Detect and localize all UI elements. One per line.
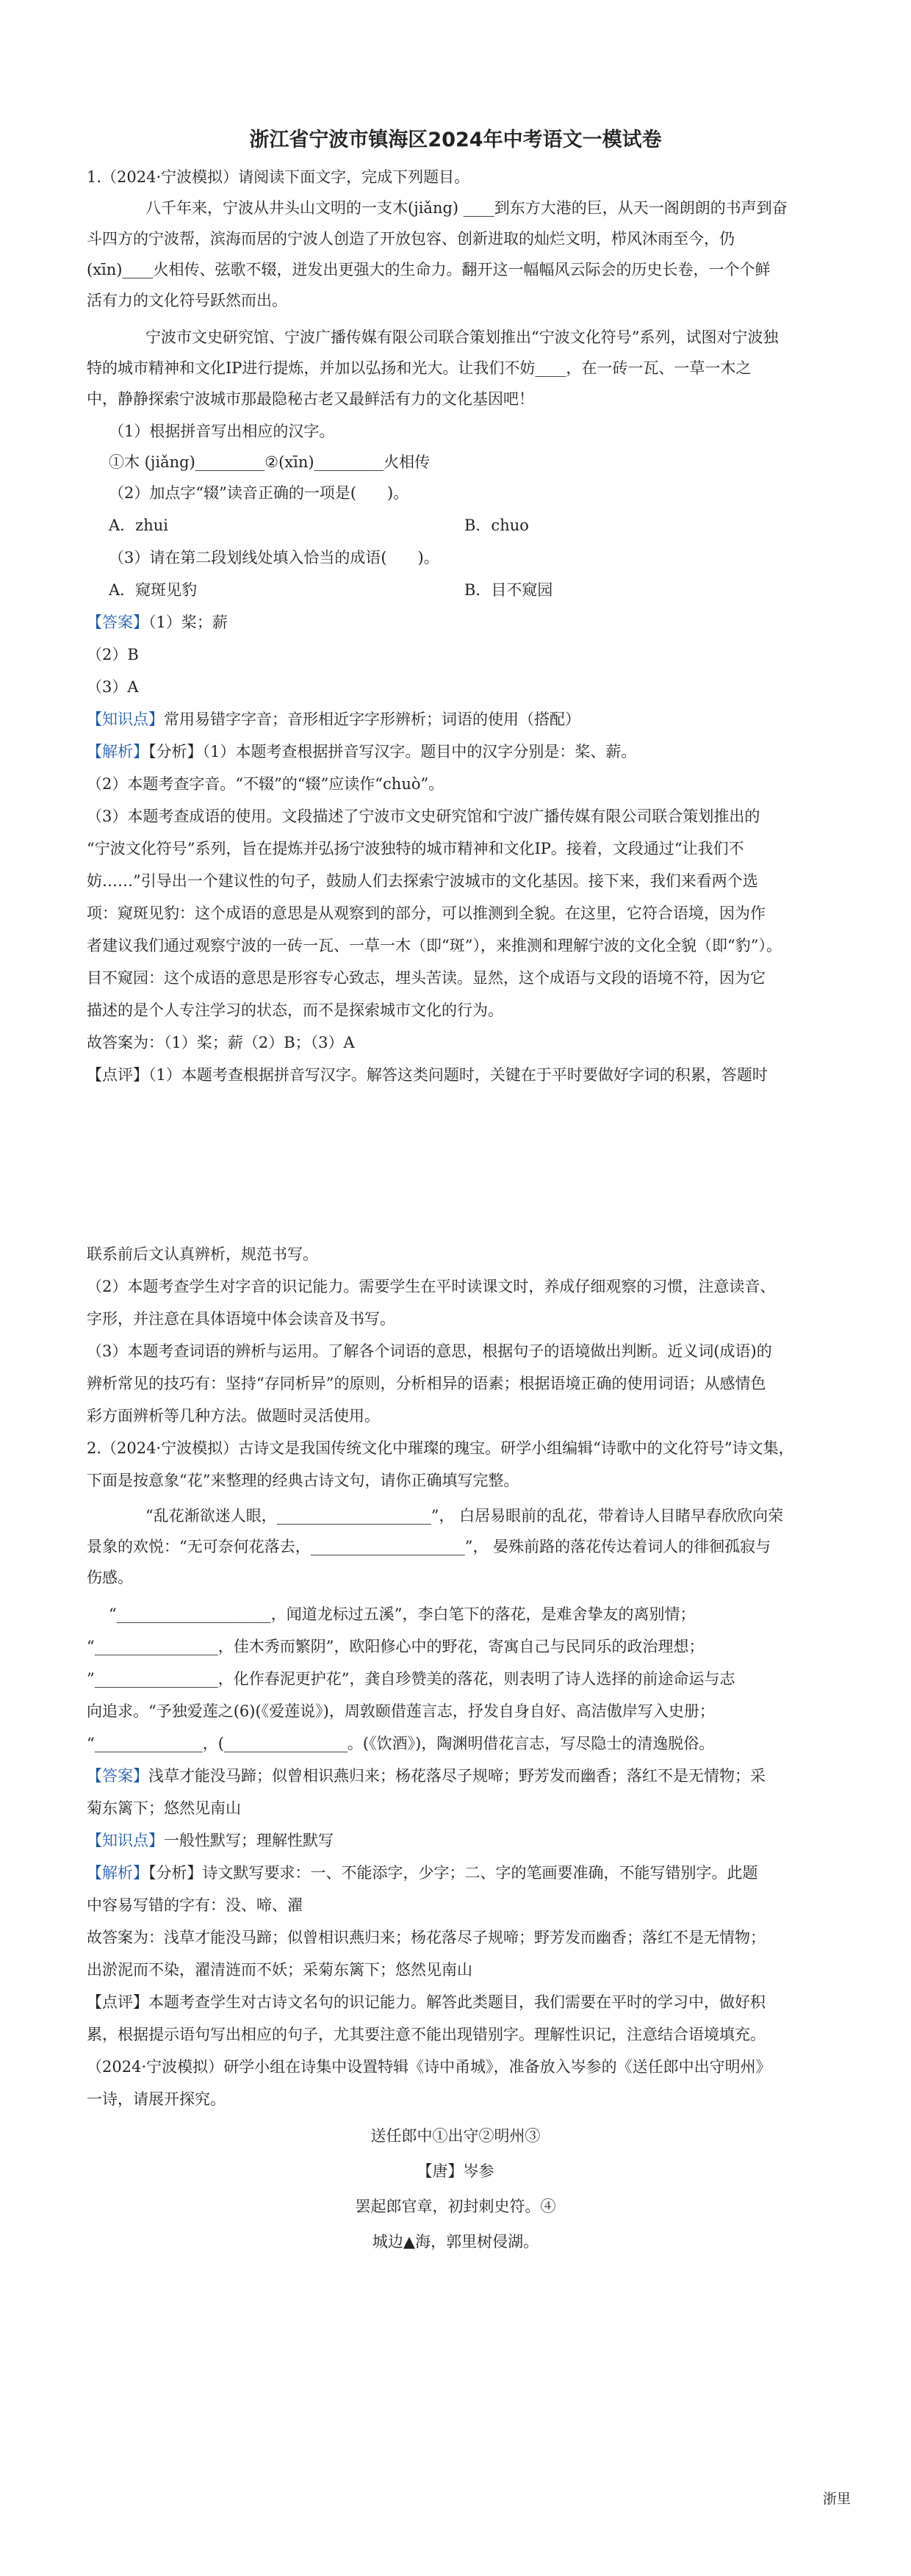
passage-line: 活有力的文化符号跃然而出。 xyxy=(87,292,287,309)
comment-line: 彩方面辨析等几种方法。做题时灵活使用。 xyxy=(87,1407,380,1425)
comment-line: （2）本题考查学生对字音的识记能力。需要学生在平时读课文时，养成仔细观察的习惯，注意读音、 xyxy=(87,1278,776,1295)
analysis-line: （2）本题考查字音。“不辍”的“辍”应读作“chuò”。 xyxy=(87,775,444,793)
comment-tag: 【点评】 xyxy=(87,1993,148,2011)
comment-line: 联系前后文认真辨析，规范书写。 xyxy=(87,1245,318,1263)
passage-line: 八千年来，宁波从井头山文明的一支木(jiǎng) ____到东方大港的巨，从天一阁朗朗的书声到奋 xyxy=(145,199,788,217)
answer-tag: 【答案】 xyxy=(87,1767,148,1785)
analysis-line: （3）本题考查成语的使用。文段描述了宁波市文史研究馆和宁波广播传媒有限公司联合策划推出的 xyxy=(87,807,760,825)
question-3-stem: （2024·宁波模拟）研学小组在诗集中设置特辑《诗中甬城》，准备放入岑参的《送任郎中出守明州》 xyxy=(87,2058,771,2076)
answer-line: 【答案】浅草才能没马蹄；似曾相识燕归来；杨花落尽子规啼；野芳发而幽香；落红不是无情物；采 xyxy=(87,1767,766,1785)
analysis-line: 妨……”引导出一个建议性的句子，鼓励人们去探索宁波城市的文化基因。接下来，我们来看两个选 xyxy=(87,872,758,890)
poem-fill-line: 向追求。“予独爱莲之(6)(《爱莲说》)，周敦颐借莲言志，抒发自身自好、高洁傲岸写入史册； xyxy=(87,1702,715,1720)
passage-line: 宁波市文史研究馆、宁波广播传媒有限公司联合策划推出“宁波文化符号”系列，试图对宁波独 xyxy=(145,328,779,346)
page-title: 浙江省宁波市镇海区2024年中考语文一模试卷 xyxy=(249,129,662,151)
sub-question-1-blanks: ①木 (jiǎng)_________②(xīn)_________火相传 xyxy=(109,453,431,471)
option-b: B．chuo xyxy=(464,517,529,534)
poem-title: 送任郎中①出守②明州③ xyxy=(370,2127,541,2145)
analysis-tag: 【解析】 xyxy=(87,743,148,760)
sub-question-3: （3）请在第二段划线处填入恰当的成语( )。 xyxy=(109,549,439,566)
analysis-line: 故答案为：（1）桨；薪（2）B；（3）A xyxy=(87,1034,355,1051)
question-2-stem: 下面是按意象“花”来整理的经典古诗文句，请你正确填写完整。 xyxy=(87,1472,519,1489)
knowledge-tag: 【知识点】 xyxy=(87,710,164,728)
passage-line: 中，静静探索宁波城市那最隐秘古老又最鲜活有力的文化基因吧！ xyxy=(87,390,534,408)
page-footer: 浙里 xyxy=(822,2491,851,2507)
poem-author: 【唐】岑参 xyxy=(417,2162,494,2180)
poem-fill-line: “乱花渐欲迷人眼，____________________”， 白居易眼前的乱花，带着诗人目睹早春欣欣向荣 xyxy=(145,1507,784,1525)
question-1-stem: 1.（2024·宁波模拟）请阅读下面文字，完成下列题目。 xyxy=(87,168,470,186)
poem-line: 城边▲海，郭里树侵湖。 xyxy=(372,2233,539,2251)
answer-line: （2）B xyxy=(87,646,139,663)
poem-fill-line: “______________，(________________。(《饮酒》)，陶渊明借花言志，写尽隐士的清逸脱俗。 xyxy=(87,1735,715,1752)
answer-line: 【答案】（1）桨；薪 xyxy=(87,614,228,631)
comment-line: 累，根据提示语句写出相应的句子，尤其要注意不能出现错别字。理解性识记，注意结合语境填充。 xyxy=(87,2026,766,2043)
knowledge-tag: 【知识点】 xyxy=(87,1832,164,1849)
analysis-line: 【解析】【分析】诗文默写要求：一、不能添字，少字；二、字的笔画要准确，不能写错别字。此题 xyxy=(87,1864,758,1882)
analysis-line: 者建议我们通过观察宁波的一砖一瓦、一草一木（即“斑”），来推测和理解宁波的文化全貌（即“豹”）。 xyxy=(87,937,782,954)
analysis-line: 项：窥斑见豹：这个成语的意思是从观察到的部分，可以推测到全貌。在这里，它符合语境，因为作 xyxy=(87,904,766,922)
knowledge-line: 【知识点】一般性默写；理解性默写 xyxy=(87,1832,334,1849)
sub-question-2: （2）加点字“辍”读音正确的一项是( )。 xyxy=(109,484,409,502)
analysis-line: 中容易写错的字有：没、啼、濯 xyxy=(87,1896,303,1914)
comment-line: （3）本题考查词语的辨析与运用。了解各个词语的意思，根据句子的语境做出判断。近义词(成语)的 xyxy=(87,1342,772,1360)
question-2-stem: 2.（2024·宁波模拟）古诗文是我国传统文化中璀璨的瑰宝。研学小组编辑“诗歌中的文化符号”诗文集， xyxy=(87,1439,794,1457)
analysis-tag: 【解析】 xyxy=(87,1864,148,1882)
analysis-line: 目不窥园：这个成语的意思是形容专心致志，埋头苦读。显然，这个成语与文段的语境不符，因为它 xyxy=(87,969,766,987)
comment-line: 字形，并注意在具体语境中体会读音及书写。 xyxy=(87,1310,395,1328)
option-b: B．目不窥园 xyxy=(464,581,553,599)
poem-fill-line: “____________________，闻道龙标过五溪”，李白笔下的落花，是难舍挚友的离别情； xyxy=(109,1605,696,1623)
knowledge-line: 【知识点】常用易错字字音；音形相近字字形辨析；词语的使用（搭配） xyxy=(87,710,580,728)
poem-line: 罢起郎官章，初封刺史符。④ xyxy=(355,2198,556,2215)
passage-line: 斗四方的宁波帮，滨海而居的宁波人创造了开放包容、创新进取的灿烂文明，栉风沐雨至今，仍 xyxy=(87,230,735,248)
poem-fill-line: 伤感。 xyxy=(87,1569,133,1586)
comment-line: 【点评】（1）本题考查根据拼音写汉字。解答这类问题时，关键在于平时要做好字词的积累，答题时 xyxy=(87,1066,768,1084)
analysis-line: 【解析】【分析】（1）本题考查根据拼音写汉字。题目中的汉字分别是：桨、薪。 xyxy=(87,743,637,760)
analysis-line: “宁波文化符号”系列，旨在提炼并弘扬宁波独特的城市精神和文化IP。接着，文段通过“让我们不 xyxy=(87,840,744,857)
option-a: A．zhui xyxy=(109,517,168,534)
sub-question-1: （1）根据拼音写出相应的汉字。 xyxy=(109,422,335,440)
analysis-line: 出淤泥而不染，濯清涟而不妖；采菊东篱下；悠然见南山 xyxy=(87,1961,472,1979)
poem-fill-line: ”________________，化作春泥更护花”，龚自珍赞美的落花，则表明了诗人选择的前途命运与志 xyxy=(87,1670,735,1688)
option-a: A．窥斑见豹 xyxy=(109,581,198,599)
question-3-stem: 一诗，请展开探究。 xyxy=(87,2090,226,2108)
poem-fill-line: “________________，佳木秀而繁阴”，欧阳修心中的野花，寄寓自己与民同乐的政治理想； xyxy=(87,1638,705,1655)
comment-tag: 【点评】 xyxy=(87,1066,148,1084)
comment-line: 辨析常见的技巧有：坚持“存同析异”的原则，分析相异的语素；根据语境正确的使用词语；从感情色 xyxy=(87,1375,766,1392)
answer-line: 菊东篱下；悠然见南山 xyxy=(87,1799,241,1817)
passage-line: 特的城市精神和文化IP进行提炼，并加以弘扬和光大。让我们不妨____，在一砖一瓦、一草一木之 xyxy=(87,359,752,377)
passage-line: (xīn)____火相传、弦歌不辍，迸发出更强大的生命力。翻开这一幅幅风云际会的历史长卷，一个个鲜 xyxy=(87,261,771,278)
comment-line: 【点评】本题考查学生对古诗文名句的识记能力。解答此类题目，我们需要在平时的学习中，做好积 xyxy=(87,1993,766,2011)
analysis-line: 描述的是个人专注学习的状态，而不是探索城市文化的行为。 xyxy=(87,1001,503,1019)
analysis-line: 故答案为：浅草才能没马蹄；似曾相识燕归来；杨花落尽子规啼；野芳发而幽香；落红不是无情物； xyxy=(87,1929,766,1946)
poem-fill-line: 景象的欢悦：“无可奈何花落去，____________________”， 晏殊前路的落花传达着词人的徘徊孤寂与 xyxy=(87,1538,771,1555)
answer-tag: 【答案】 xyxy=(87,614,148,631)
answer-line: （3）A xyxy=(87,678,139,696)
